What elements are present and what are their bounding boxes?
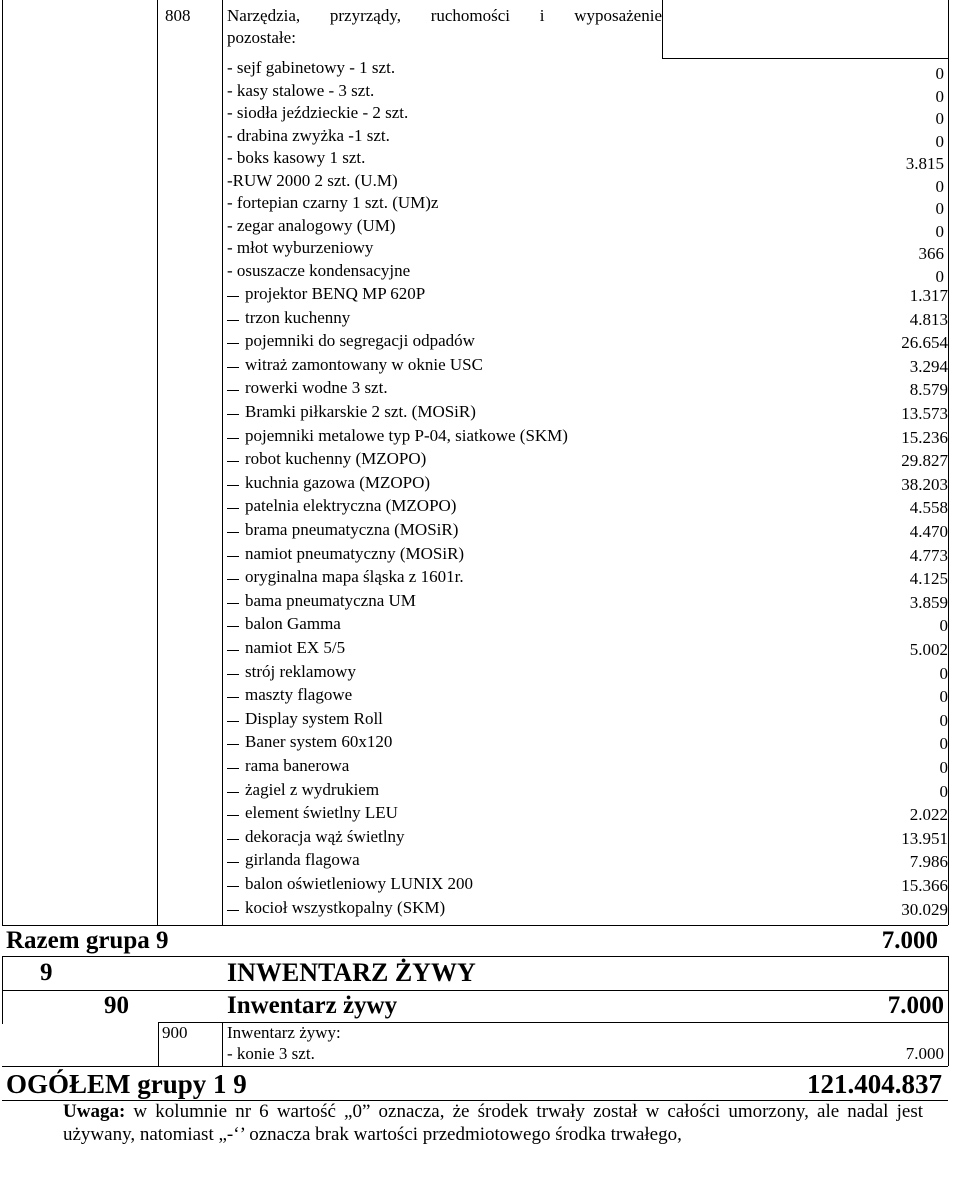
item-label: balon oświetleniowy LUNIX 200 [245, 874, 474, 893]
grid-line [158, 1022, 159, 1066]
item-value: 13.573 [901, 404, 948, 423]
group900-line1: Inwentarz żywy: [227, 1023, 341, 1042]
item-label: namiot pneumatyczny (MOSiR) [245, 543, 465, 563]
item-value: 38.203 [901, 474, 948, 494]
group900-code: 900 [162, 1023, 188, 1042]
item-label: maszty flagowe [245, 685, 353, 705]
item-label: - boks kasowy 1 szt. [227, 148, 366, 167]
item-value: 0 [935, 109, 944, 128]
item-dash [227, 556, 239, 557]
item-value: 0 [935, 266, 944, 286]
item-dash [227, 603, 239, 604]
item-label: Bramki piłkarskie 2 szt. (MOSiR) [245, 402, 476, 421]
item-value: 0 [939, 687, 948, 707]
item-dash [227, 862, 239, 863]
item-value: 4.470 [909, 522, 948, 541]
item-label: oryginalna mapa śląska z 1601r. [245, 567, 464, 587]
item-value: 0 [935, 86, 944, 106]
item-value: 3.859 [909, 592, 948, 612]
item-value: 3.294 [909, 356, 948, 376]
item-value: 366 [918, 244, 944, 263]
item-label: żagiel z wydrukiem [245, 779, 380, 799]
item-label: element świetlny LEU [245, 803, 398, 823]
item-dash [227, 792, 239, 793]
item-label: -RUW 2000 2 szt. (U.M) [227, 170, 398, 190]
group-code: 808 [165, 6, 191, 25]
item-label: witraż zamontowany w oknie USC [245, 354, 483, 374]
item-dash [227, 721, 239, 722]
grid-line [662, 0, 663, 58]
grid-line [948, 956, 949, 1024]
item-dash [227, 768, 239, 769]
item-value: 0 [939, 758, 948, 777]
item-value: 29.827 [901, 451, 948, 471]
item-value: 4.125 [909, 569, 948, 589]
item-dash [227, 508, 239, 509]
item-value: 1.317 [909, 286, 948, 305]
item-value: 0 [939, 663, 948, 683]
item-dash [227, 697, 239, 698]
item-label: balon Gamma [245, 614, 341, 634]
group900-value: 7.000 [905, 1044, 944, 1063]
item-label: girlanda flagowa [245, 850, 360, 870]
item-value: 3.815 [905, 154, 944, 173]
item-dash [227, 650, 239, 651]
grid-line [157, 0, 158, 925]
note [63, 1100, 923, 1146]
item-label: pojemniki metalowe typ P-04, siatkowe (SKM) [245, 425, 568, 445]
item-dash [227, 532, 239, 533]
item-value: 15.366 [901, 876, 948, 895]
item-dash [227, 343, 239, 344]
item-label: trzon kuchenny [245, 307, 351, 327]
item-label: Baner system 60x120 [245, 732, 393, 752]
ogolem-value: 121.404.837 [807, 1069, 942, 1099]
item-dash [227, 626, 239, 627]
item-label: robot kuchenny (MZOPO) [245, 449, 427, 469]
grid-line [2, 990, 948, 991]
item-value: 26.654 [901, 333, 948, 353]
item-label: Display system Roll [245, 708, 383, 728]
item-dash [227, 367, 239, 368]
item-label: strój reklamowy [245, 661, 356, 681]
item-value: 0 [935, 176, 944, 196]
item-value: 30.029 [901, 899, 948, 919]
item-value: 0 [935, 131, 944, 151]
item-dash [227, 839, 239, 840]
grid-line [948, 1022, 949, 1066]
item-dash [227, 461, 239, 462]
item-value: 5.002 [909, 640, 948, 659]
group-title-cont: pozostałe: [227, 28, 296, 47]
group90-title: Inwentarz żywy [227, 992, 398, 1019]
item-label: - fortepian czarny 1 szt. (UM)z [227, 193, 439, 212]
item-dash [227, 485, 239, 486]
item-label: - siodła jeździeckie - 2 szt. [227, 103, 409, 122]
item-label: dekoracja wąż świetlny [245, 826, 405, 846]
item-label: kuchnia gazowa (MZOPO) [245, 472, 431, 492]
item-dash [227, 744, 239, 745]
item-label: - zegar analogowy (UM) [227, 215, 396, 235]
group90-value: 7.000 [887, 992, 944, 1019]
grid-line [222, 1022, 223, 1066]
item-dash [227, 414, 239, 415]
item-label: - sejf gabinetowy - 1 szt. [227, 58, 396, 77]
item-value: 0 [935, 221, 944, 241]
item-label: rama banerowa [245, 756, 350, 775]
item-label: projektor BENQ MP 620P [245, 284, 426, 303]
item-label: - kasy stalowe - 3 szt. [227, 80, 375, 100]
item-value: 4.813 [909, 309, 948, 329]
item-value: 7.986 [909, 852, 948, 872]
grid-line [662, 58, 948, 59]
note-text: w kolumnie nr 6 wartość „0” oznacza, że środek trwały został w całości umorzony, ale nadal jest używany, natomiast „-‘’ oznacza brak wartości przedmiotowego środka trwałego, [63, 1101, 923, 1145]
item-label: brama pneumatyczna (MOSiR) [245, 520, 459, 539]
item-value: 15.236 [901, 427, 948, 447]
item-value: 13.951 [901, 828, 948, 848]
item-label: bama pneumatyczna UM [245, 590, 416, 610]
item-dash [227, 579, 239, 580]
item-value: 0 [939, 734, 948, 754]
item-dash [227, 320, 239, 321]
group9-title: INWENTARZ ŻYWY [227, 958, 476, 987]
item-label: - drabina zwyżka -1 szt. [227, 125, 390, 145]
item-label: namiot EX 5/5 [245, 638, 346, 657]
grid-line [2, 0, 3, 925]
item-label: - młot wyburzeniowy [227, 238, 374, 257]
item-value: 0 [935, 199, 944, 218]
group-title: Narzędzia, przyrządy, ruchomości i wyposażenie [227, 6, 662, 25]
ogolem-label: OGÓŁEM grupy 1 9 [6, 1069, 247, 1099]
item-dash [227, 910, 239, 911]
group9-code: 9 [40, 959, 53, 986]
grid-line [2, 956, 948, 957]
item-label: rowerki wodne 3 szt. [245, 378, 388, 398]
grid-line [2, 1066, 948, 1067]
item-value: 8.579 [909, 380, 948, 400]
razem-label: Razem grupa 9 [6, 927, 169, 954]
group900-line2: - konie 3 szt. [227, 1044, 315, 1063]
item-value: 4.558 [909, 498, 948, 518]
item-value: 4.773 [909, 545, 948, 565]
item-dash [227, 886, 239, 887]
item-dash [227, 674, 239, 675]
item-value: 0 [939, 781, 948, 801]
grid-line [222, 0, 223, 925]
item-dash [227, 296, 239, 297]
grid-line [948, 0, 949, 925]
item-value: 0 [939, 710, 948, 730]
item-value: 0 [939, 616, 948, 636]
group90-code: 90 [104, 992, 129, 1019]
item-dash [227, 815, 239, 816]
item-label: pojemniki do segregacji odpadów [245, 331, 475, 351]
item-dash [227, 438, 239, 439]
item-value: 2.022 [909, 805, 948, 825]
item-label: kocioł wszystkopalny (SKM) [245, 897, 446, 917]
note-bold: Uwaga: [63, 1101, 126, 1122]
item-label: patelnia elektryczna (MZOPO) [245, 496, 457, 516]
item-label: - osuszacze kondensacyjne [227, 260, 411, 280]
razem-value: 7.000 [881, 927, 938, 954]
item-value: 0 [935, 64, 944, 83]
item-dash [227, 390, 239, 391]
